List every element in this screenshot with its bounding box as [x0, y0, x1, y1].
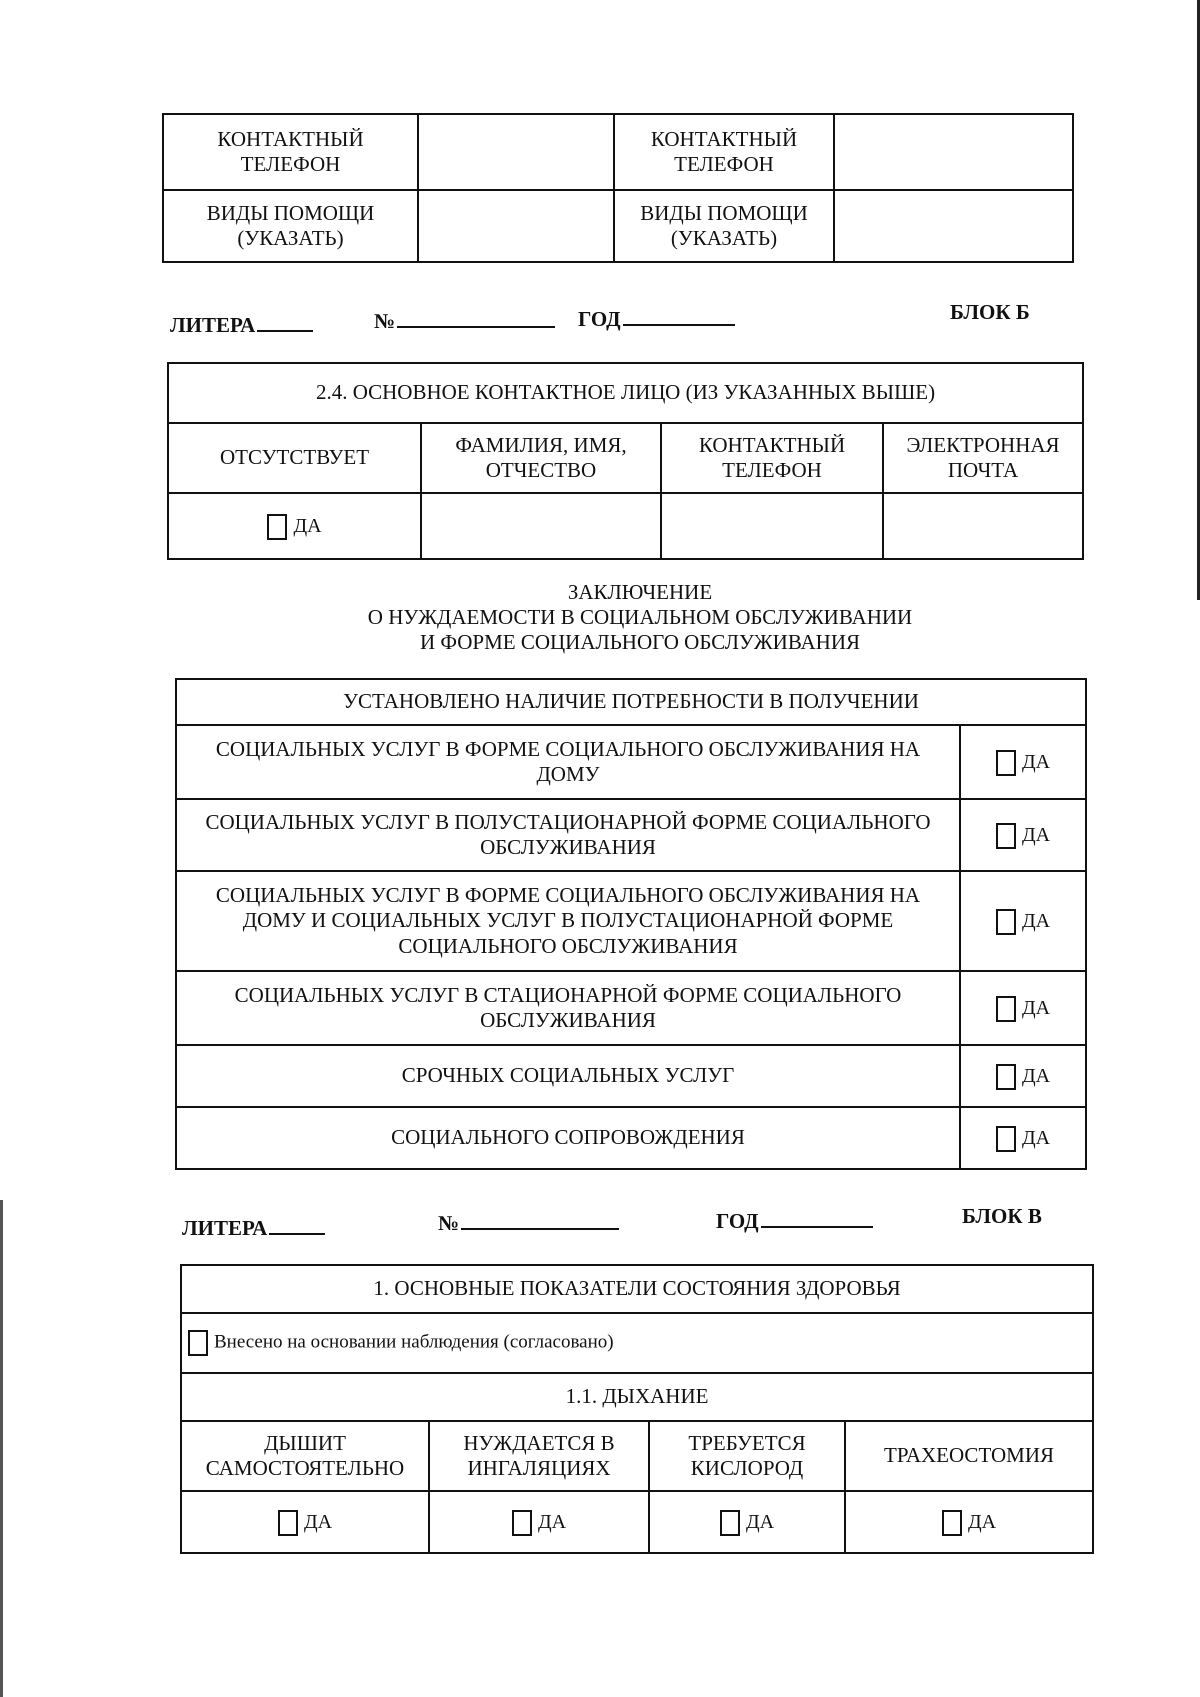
contact-person-title: 2.4. ОСНОВНОЕ КОНТАКТНОЕ ЛИЦО (ИЗ УКАЗАННЫХ ВЫШЕ) — [168, 363, 1083, 423]
need-checkbox[interactable] — [996, 909, 1016, 935]
need-checkbox[interactable] — [996, 823, 1016, 849]
observation-checkbox[interactable] — [188, 1330, 208, 1356]
header-needs-inhalation: НУЖДАЕТСЯ В ИНГАЛЯЦИЯХ — [429, 1421, 649, 1491]
absent-checkbox[interactable] — [267, 514, 287, 540]
header-breathes-independently: ДЫШИТ САМОСТОЯТЕЛЬНО — [181, 1421, 429, 1491]
need-checkbox[interactable] — [996, 1126, 1016, 1152]
need-checkbox[interactable] — [996, 750, 1016, 776]
conclusion-line: ЗАКЛЮЧЕНИЕ — [567, 580, 713, 604]
need-item-semistationary: СОЦИАЛЬНЫХ УСЛУГ В ПОЛУСТАЦИОНАРНОЙ ФОРМЕ СОЦИАЛЬНОГО ОБСЛУЖИВАНИЯ — [176, 799, 960, 871]
need-yes-cell — [960, 1045, 1086, 1107]
contact-phone-label: КОНТАКТНЫЙ ТЕЛЕФОН — [163, 114, 418, 190]
number-label: № — [438, 1211, 460, 1235]
help-types-label: ВИДЫ ПОМОЩИ (УКАЗАТЬ) — [614, 190, 834, 262]
header-absent: ОТСУТСТВУЕТ — [168, 423, 421, 493]
observation-row — [181, 1313, 1093, 1373]
yes-label: ДА — [967, 1511, 997, 1534]
phone-field[interactable] — [661, 493, 883, 559]
need-yes-cell — [960, 725, 1086, 799]
help-types-field[interactable] — [834, 190, 1073, 262]
contact-person-table — [167, 362, 1084, 560]
number-label: № — [374, 309, 396, 333]
health-table — [180, 1264, 1094, 1554]
conclusion-line: О НУЖДАЕМОСТИ В СОЦИАЛЬНОМ ОБСЛУЖИВАНИИ — [367, 605, 913, 630]
email-field[interactable] — [883, 493, 1083, 559]
number-field[interactable] — [438, 1210, 619, 1236]
header-tracheostomy: ТРАХЕОСТОМИЯ — [845, 1421, 1093, 1491]
breathing-checkbox[interactable] — [942, 1510, 962, 1536]
yes-label: ДА — [1021, 1065, 1051, 1088]
yes-label: ДА — [1021, 997, 1051, 1020]
header-phone: КОНТАКТНЫЙ ТЕЛЕФОН — [661, 423, 883, 493]
breathing-title: 1.1. ДЫХАНИЕ — [181, 1373, 1093, 1421]
need-yes-cell — [960, 1107, 1086, 1169]
needs-title: УСТАНОВЛЕНО НАЛИЧИЕ ПОТРЕБНОСТИ В ПОЛУЧЕНИИ — [176, 679, 1086, 725]
yes-label: ДА — [1021, 751, 1051, 774]
conclusion-title — [300, 580, 980, 656]
yes-label: ДА — [1021, 1127, 1051, 1150]
conclusion-line: И ФОРМЕ СОЦИАЛЬНОГО ОБСЛУЖИВАНИЯ — [419, 630, 861, 655]
need-item-urgent: СРОЧНЫХ СОЦИАЛЬНЫХ УСЛУГ — [176, 1045, 960, 1107]
block-label: БЛОК Б — [950, 300, 1030, 324]
yes-label: ДА — [303, 1511, 333, 1534]
observation-label: Внесено на основании наблюдения (согласовано) — [214, 1331, 614, 1353]
help-types-field[interactable] — [418, 190, 614, 262]
yes-label: ДА — [1021, 910, 1051, 933]
contact-phone-field[interactable] — [834, 114, 1073, 190]
breathing-yes-cell — [845, 1491, 1093, 1553]
help-types-label: ВИДЫ ПОМОЩИ (УКАЗАТЬ) — [163, 190, 418, 262]
breathing-checkbox[interactable] — [278, 1510, 298, 1536]
contact-phone-field[interactable] — [418, 114, 614, 190]
litera-label: ЛИТЕРА — [170, 313, 256, 337]
need-item-home: СОЦИАЛЬНЫХ УСЛУГ В ФОРМЕ СОЦИАЛЬНОГО ОБСЛУЖИВАНИЯ НА ДОМУ — [176, 725, 960, 799]
number-field[interactable] — [374, 308, 555, 334]
need-item-home-and-semistationary: СОЦИАЛЬНЫХ УСЛУГ В ФОРМЕ СОЦИАЛЬНОГО ОБСЛУЖИВАНИЯ НА ДОМУ И СОЦИАЛЬНЫХ УСЛУГ В ПОЛУСТАЦИОНАРНОЙ ФОРМЕ СОЦИАЛЬНОГО ОБСЛУЖИВАНИЯ — [176, 871, 960, 971]
yes-label: ДА — [537, 1511, 567, 1534]
breathing-checkbox[interactable] — [512, 1510, 532, 1536]
litera-field[interactable] — [182, 1215, 325, 1241]
yes-label: ДА — [293, 515, 322, 538]
year-field[interactable] — [716, 1208, 873, 1234]
need-yes-cell — [960, 971, 1086, 1045]
full-name-field[interactable] — [421, 493, 661, 559]
need-item-accompaniment: СОЦИАЛЬНОГО СОПРОВОЖДЕНИЯ — [176, 1107, 960, 1169]
litera-field[interactable] — [170, 312, 313, 338]
need-yes-cell — [960, 871, 1086, 971]
breathing-yes-cell — [429, 1491, 649, 1553]
block-label: БЛОК В — [962, 1204, 1042, 1228]
need-item-stationary: СОЦИАЛЬНЫХ УСЛУГ В СТАЦИОНАРНОЙ ФОРМЕ СОЦИАЛЬНОГО ОБСЛУЖИВАНИЯ — [176, 971, 960, 1045]
header-full-name: ФАМИЛИЯ, ИМЯ, ОТЧЕСТВО — [421, 423, 661, 493]
need-checkbox[interactable] — [996, 1064, 1016, 1090]
breathing-yes-cell — [649, 1491, 845, 1553]
header-needs-oxygen: ТРЕБУЕТСЯ КИСЛОРОД — [649, 1421, 845, 1491]
breathing-yes-cell — [181, 1491, 429, 1553]
year-label: ГОД — [716, 1209, 759, 1233]
year-label: ГОД — [578, 307, 621, 331]
needs-table — [175, 678, 1087, 1170]
health-title: 1. ОСНОВНЫЕ ПОКАЗАТЕЛИ СОСТОЯНИЯ ЗДОРОВЬЯ — [181, 1265, 1093, 1313]
contact-help-table — [162, 113, 1074, 263]
yes-label: ДА — [1021, 824, 1051, 847]
year-field[interactable] — [578, 306, 735, 332]
header-email: ЭЛЕКТРОННАЯ ПОЧТА — [883, 423, 1083, 493]
contact-phone-label: КОНТАКТНЫЙ ТЕЛЕФОН — [614, 114, 834, 190]
scan-edge — [0, 1200, 3, 1697]
need-yes-cell — [960, 799, 1086, 871]
yes-label: ДА — [745, 1511, 775, 1534]
breathing-checkbox[interactable] — [720, 1510, 740, 1536]
litera-label: ЛИТЕРА — [182, 1216, 268, 1240]
absent-cell — [168, 493, 421, 559]
need-checkbox[interactable] — [996, 996, 1016, 1022]
